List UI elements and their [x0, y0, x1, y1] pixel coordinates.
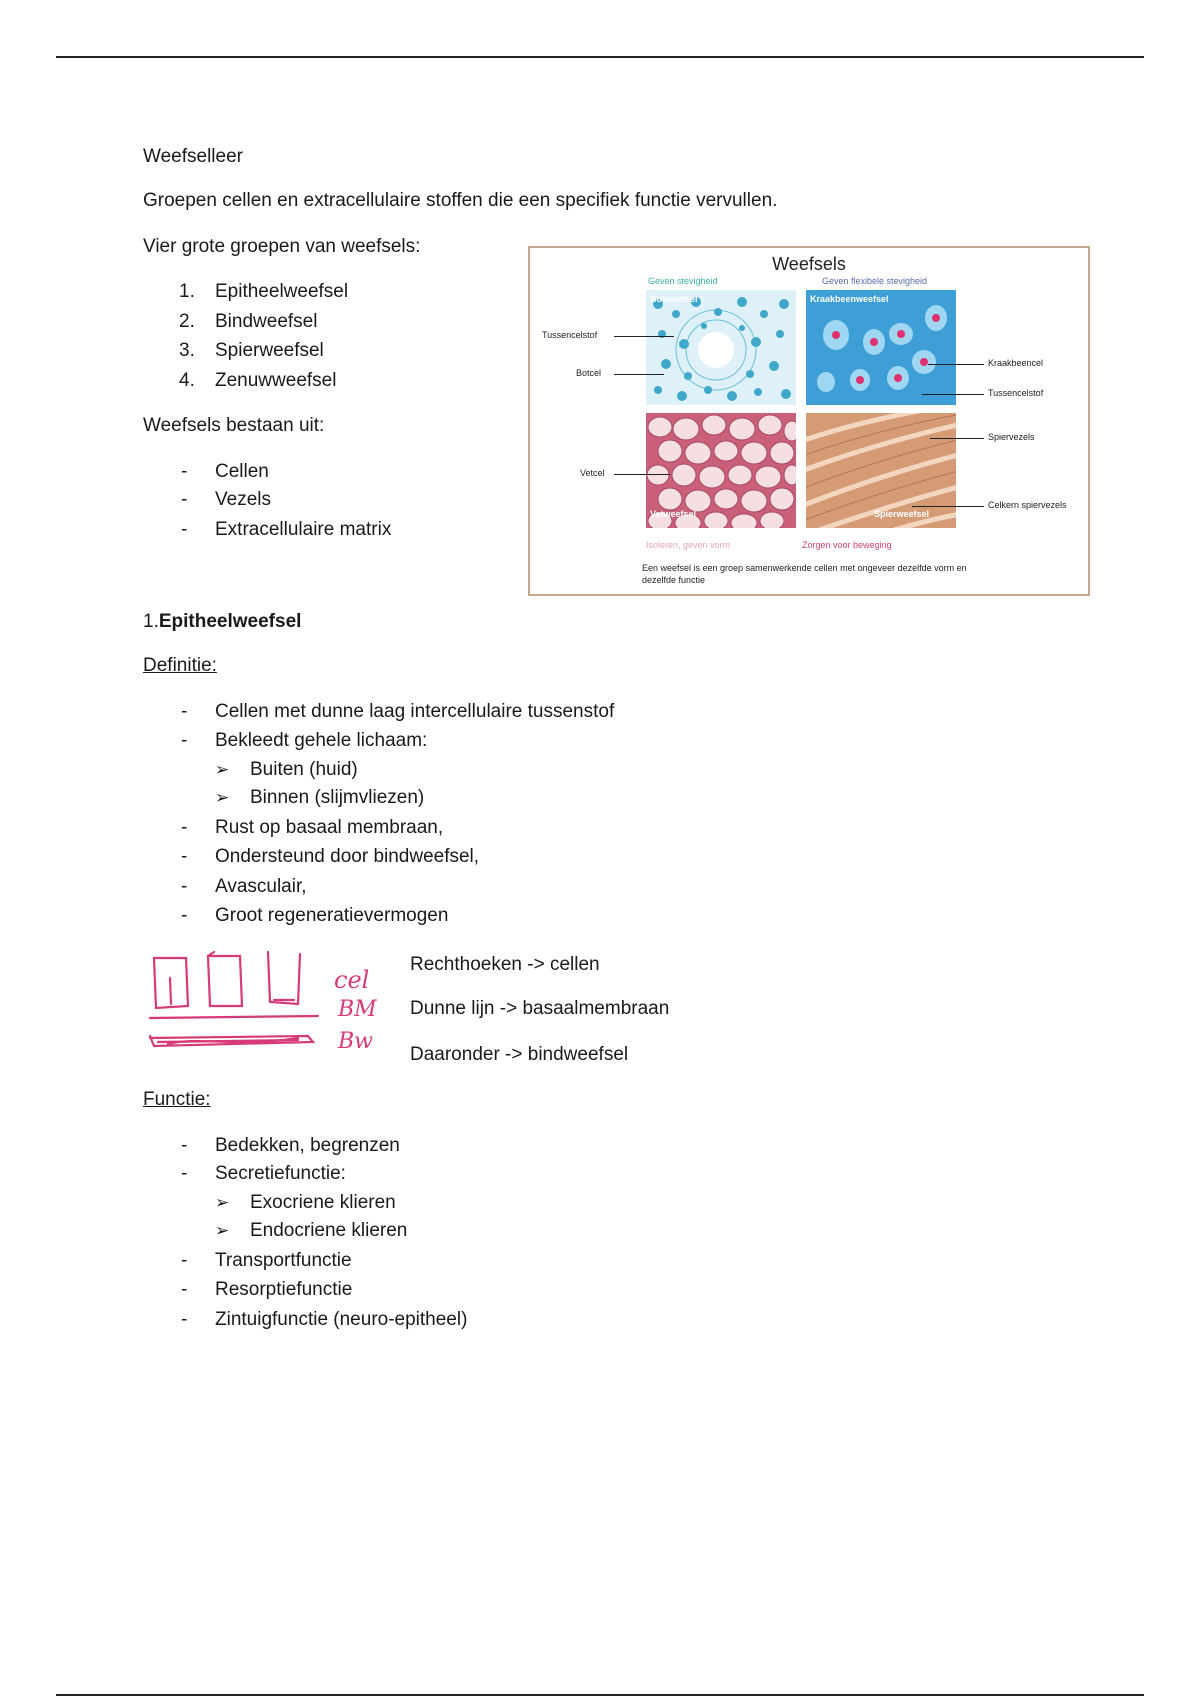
dash-bullet: - [181, 1163, 188, 1184]
panel-label: Kraakbeenweefsel [810, 294, 889, 304]
list-number: 2. [179, 311, 195, 332]
leader-line [614, 474, 670, 475]
handwritten-note: cel [334, 966, 370, 994]
consists-title: Weefsels bestaan uit: [143, 415, 325, 436]
list-item: Cellen met dunne laag intercellulaire tussenstof [215, 701, 615, 722]
figure-label: Tussencelstof [542, 330, 598, 340]
figure-subtitle-left: Geven stevigheid [648, 276, 718, 286]
handwritten-note: BM [338, 997, 377, 1022]
dash-bullet: - [181, 701, 188, 722]
dash-bullet: - [181, 846, 188, 867]
dash-bullet: - [181, 1309, 188, 1330]
dash-bullet: - [181, 519, 188, 540]
list-item: Avasculair, [215, 876, 307, 897]
tissue-figure [528, 246, 1090, 596]
list-item: Cellen [215, 461, 269, 482]
page-heading: Weefselleer [143, 146, 243, 167]
list-item: Zenuwweefsel [215, 370, 337, 391]
section-number: 1. [143, 611, 159, 632]
figure-caption: Een weefsel is een groep samenwerkende cellen met ongeveer dezelfde vorm en dezelfde functie [642, 563, 967, 585]
dash-bullet: - [181, 1135, 188, 1156]
dash-bullet: - [181, 730, 188, 751]
panel-label: Botweefsel [650, 294, 698, 304]
leader-line [922, 394, 984, 395]
dash-bullet: - [181, 876, 188, 897]
figure-note-left: Isoleren, geven vorm [646, 540, 731, 550]
list-number: 4. [179, 370, 195, 391]
leader-line [614, 374, 664, 375]
figure-label: Botcel [576, 368, 602, 378]
functie-title: Functie: [143, 1089, 211, 1110]
list-item: Rust op basaal membraan, [215, 817, 444, 838]
dash-bullet: - [181, 1279, 188, 1300]
intro-text: Groepen cellen en extracellulaire stoffen die een specifiek functie vervullen. [143, 190, 778, 211]
top-rule [56, 56, 1144, 58]
handwritten-note: Bw [338, 1029, 373, 1054]
list-item: Bekleedt gehele lichaam: [215, 730, 428, 751]
sketch-note: Daaronder -> bindweefsel [410, 1044, 629, 1065]
dash-bullet: - [181, 905, 188, 926]
panel-label: Spierweefsel [874, 509, 930, 519]
leader-line [930, 438, 984, 439]
list-item: Zintuigfunctie (neuro-epitheel) [215, 1309, 468, 1330]
list-item: Resorptiefunctie [215, 1279, 353, 1300]
sketch-note: Rechthoeken -> cellen [410, 954, 600, 975]
list-item: Spierweefsel [215, 340, 324, 361]
dash-bullet: - [181, 461, 188, 482]
arrow-bullet-icon: ➢ [215, 760, 230, 779]
list-item: Ondersteund door bindweefsel, [215, 846, 480, 867]
list-item: Bedekken, begrenzen [215, 1135, 400, 1156]
sub-list-item: Binnen (slijmvliezen) [250, 787, 425, 808]
bone-tissue-panel [646, 290, 796, 405]
dash-bullet: - [181, 817, 188, 838]
groups-title: Vier grote groepen van weefsels: [143, 236, 421, 257]
fat-tissue-panel [646, 413, 796, 528]
figure-label: Kraakbeencel [988, 358, 1044, 368]
list-item: Secretiefunctie: [215, 1163, 346, 1184]
cartilage-tissue-panel [806, 290, 956, 405]
definitie-title: Definitie: [143, 655, 217, 676]
panel-label: Vetweefsel [650, 509, 697, 519]
arrow-bullet-icon: ➢ [215, 788, 230, 807]
list-item: Vezels [215, 489, 271, 510]
figure-label: Tussencelstof [988, 388, 1044, 398]
list-item: Extracellulaire matrix [215, 519, 392, 540]
epithelium-sketch [148, 948, 388, 1060]
figure-label: Vetcel [580, 468, 605, 478]
leader-line [928, 364, 984, 365]
section-heading [143, 610, 301, 634]
list-item: Groot regeneratievermogen [215, 905, 449, 926]
list-item: Epitheelweefsel [215, 281, 349, 302]
list-number: 1. [179, 281, 195, 302]
figure-label: Spiervezels [988, 432, 1035, 442]
figure-subtitle-right: Geven flexibele stevigheid [822, 276, 928, 286]
sub-list-item: Buiten (huid) [250, 759, 358, 780]
sketch-note: Dunne lijn -> basaalmembraan [410, 998, 670, 1019]
list-item: Bindweefsel [215, 311, 318, 332]
list-number: 3. [179, 340, 195, 361]
figure-note-right: Zorgen voor beweging [802, 540, 892, 550]
section-title: Epitheelweefsel [158, 611, 302, 632]
leader-line [912, 506, 984, 507]
sub-list-item: Endocriene klieren [250, 1220, 408, 1241]
bottom-rule [56, 1694, 1144, 1696]
arrow-bullet-icon: ➢ [215, 1221, 230, 1240]
arrow-bullet-icon: ➢ [215, 1193, 230, 1212]
muscle-tissue-panel [806, 413, 956, 528]
dash-bullet: - [181, 489, 188, 510]
dash-bullet: - [181, 1250, 188, 1271]
list-item: Transportfunctie [215, 1250, 352, 1271]
sub-list-item: Exocriene klieren [250, 1192, 396, 1213]
figure-title: Weefsels [772, 254, 846, 274]
figure-label: Celkern spiervezels [988, 500, 1067, 510]
leader-line [614, 336, 674, 337]
